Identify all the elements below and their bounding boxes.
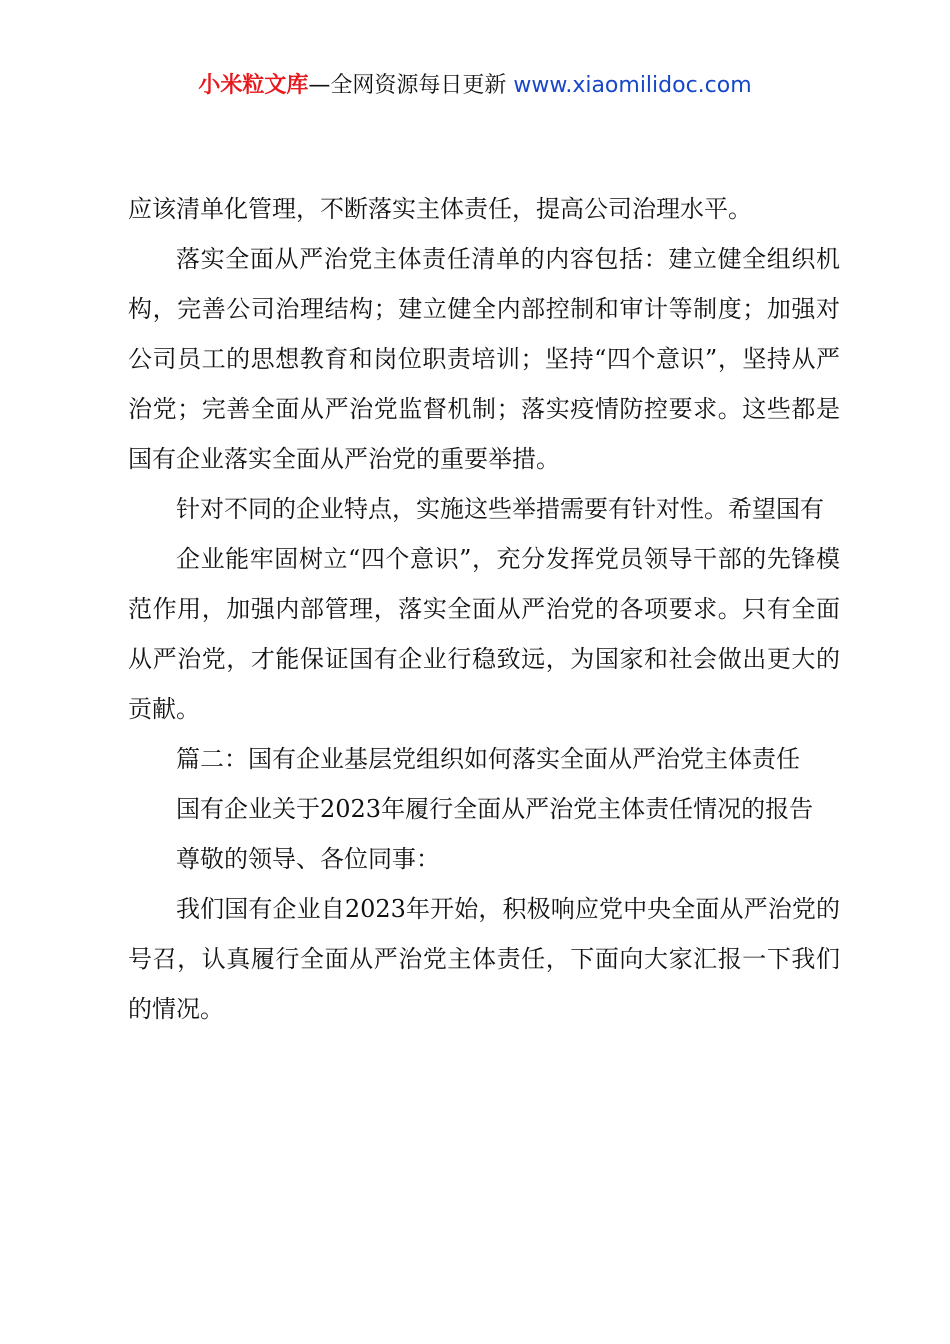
document-body <box>128 184 840 1034</box>
paragraph: 针对不同的企业特点，实施这些举措需要有针对性。希望国有 <box>176 495 824 523</box>
report-title: 国有企业关于2023年履行全面从严治党主体责任情况的报告 <box>176 795 814 823</box>
paragraph: 应该清单化管理，不断落实主体责任，提高公司治理水平。 <box>128 195 752 223</box>
site-slogan: —全网资源每日更新 <box>308 73 507 98</box>
site-header <box>0 66 950 106</box>
site-brand: 小米粒文库 <box>198 73 309 98</box>
paragraph: 我们国有企业自2023年开始，积极响应党中央全面从严治党的号召，认真履行全面从严治党主体责任，下面向大家汇报一下我们的情况。 <box>128 895 840 1023</box>
site-url-link[interactable]: www.xiaomilidoc.com <box>513 73 752 98</box>
paragraph: 企业能牢固树立“四个意识”，充分发挥党员领导干部的先锋模范作用，加强内部管理，落实全面从严治党的各项要求。只有全面从严治党，才能保证国有企业行稳致远，为国家和社会做出更大的贡献。 <box>128 545 840 723</box>
paragraph: 落实全面从严治党主体责任清单的内容包括：建立健全组织机构，完善公司治理结构；建立健全内部控制和审计等制度；加强对公司员工的思想教育和岗位职责培训；坚持“四个意识”，坚持从严治党；完善全面从严治党监督机制；落实疫情防控要求。这些都是国有企业落实全面从严治党的重要举措。 <box>128 245 840 473</box>
section-heading: 篇二：国有企业基层党组织如何落实全面从严治党主体责任 <box>176 745 800 773</box>
salutation: 尊敬的领导、各位同事： <box>176 845 440 873</box>
